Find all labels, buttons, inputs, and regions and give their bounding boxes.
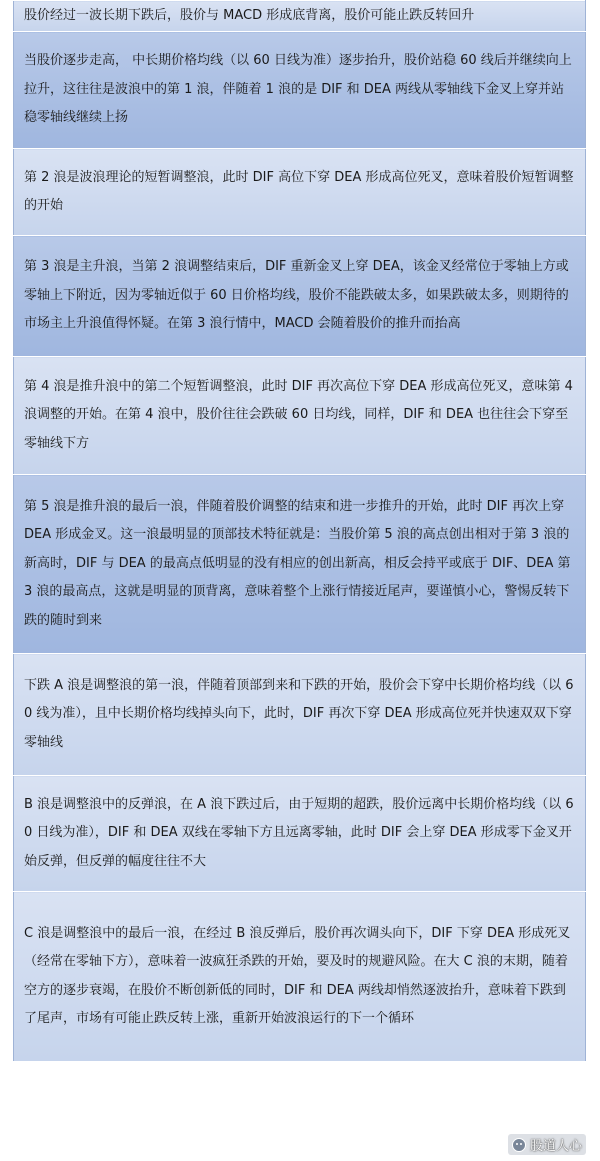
table-row <box>14 32 586 149</box>
wave-theory-table <box>13 0 586 1062</box>
row-7-text: 下跌 A 浪是调整浪的第一浪，伴随着顶部到来和下跌的开始，股价会下穿中长期价格均线（以 60 线为准），且中长期价格均线掉头向下，此时，DIF 再次下穿 DEA 形成高位死并快速双双下穿零轴线 <box>14 654 586 776</box>
row-4-text: 第 3 浪是主升浪，当第 2 浪调整结束后，DIF 重新金叉上穿 DEA，该金叉经常位于零轴上方或零轴上下附近，因为零轴近似于 60 日价格均线，股价不能跌破太多，如果跌破太多，则期待的市场主上升浪值得怀疑。在第 3 浪行情中，MACD 会随着股价的推升而抬高 <box>14 236 586 357</box>
table-row <box>14 357 586 475</box>
row-3-text: 第 2 浪是波浪理论的短暂调整浪，此时 DIF 高位下穿 DEA 形成高位死叉，意味着股价短暂调整的开始 <box>14 149 586 236</box>
table-row <box>14 892 586 1062</box>
table-row <box>14 475 586 654</box>
row-5-text: 第 4 浪是推升浪中的第二个短暂调整浪，此时 DIF 再次高位下穿 DEA 形成高位死叉，意味第 4 浪调整的开始。在第 4 浪中，股价往往会跌破 60 日均线，同样，DIF 和 DEA 也往往会下穿至零轴线下方 <box>14 357 586 475</box>
table-row <box>14 1 586 32</box>
watermark <box>508 1134 586 1155</box>
row-6-text: 第 5 浪是推升浪的最后一浪，伴随着股价调整的结束和进一步推升的开始，此时 DIF 再次上穿 DEA 形成金叉。这一浪最明显的顶部技术特征就是：当股价第 5 浪的高点创出相对于第 3 浪的新高时，DIF 与 DEA 的最高点低明显的没有相应的创出新高，相反会持平或底于 DIF、DEA 第 3 浪的最高点，这就是明显的顶背离，意味着整个上涨行情接近尾声，要谨慎小心，警惕反转下跌的随时到来 <box>14 475 586 654</box>
table-row <box>14 236 586 357</box>
table-row <box>14 654 586 776</box>
table-row <box>14 776 586 892</box>
row-1-text: 股价经过一波长期下跌后，股价与 MACD 形成底背离，股价可能止跌反转回升 <box>14 1 586 32</box>
table-row <box>14 149 586 236</box>
watermark-text: 股道人心 <box>529 1139 582 1154</box>
row-8-text: B 浪是调整浪中的反弹浪，在 A 浪下跌过后，由于短期的超跌，股价远离中长期价格均线（以 60 日线为准），DIF 和 DEA 双线在零轴下方且远离零轴，此时 DIF 会上穿 DEA 形成零下金叉开始反弹，但反弹的幅度往往不大 <box>14 776 586 892</box>
row-2-text: 当股价逐步走高， 中长期价格均线（以 60 日线为准）逐步抬升，股价站稳 60 线后并继续向上拉升，这往往是波浪中的第 1 浪，伴随着 1 浪的是 DIF 和 DEA 两线从零轴线下金叉上穿并站稳零轴线继续上扬 <box>14 32 586 149</box>
row-9-text: C 浪是调整浪中的最后一浪，在经过 B 浪反弹后，股价再次调头向下，DIF 下穿 DEA 形成死叉（经常在零轴下方），意味着一波疯狂杀跌的开始，要及时的规避风险。在大 C 浪的末期，随着空方的逐步衰竭，在股价不断创新低的同时，DIF 和 DEA 两线却悄然逐波抬升，意味着下跌到了尾声，市场有可能止跌反转上涨，重新开始波浪运行的下一个循环 <box>14 892 586 1062</box>
wechat-icon <box>512 1138 526 1152</box>
